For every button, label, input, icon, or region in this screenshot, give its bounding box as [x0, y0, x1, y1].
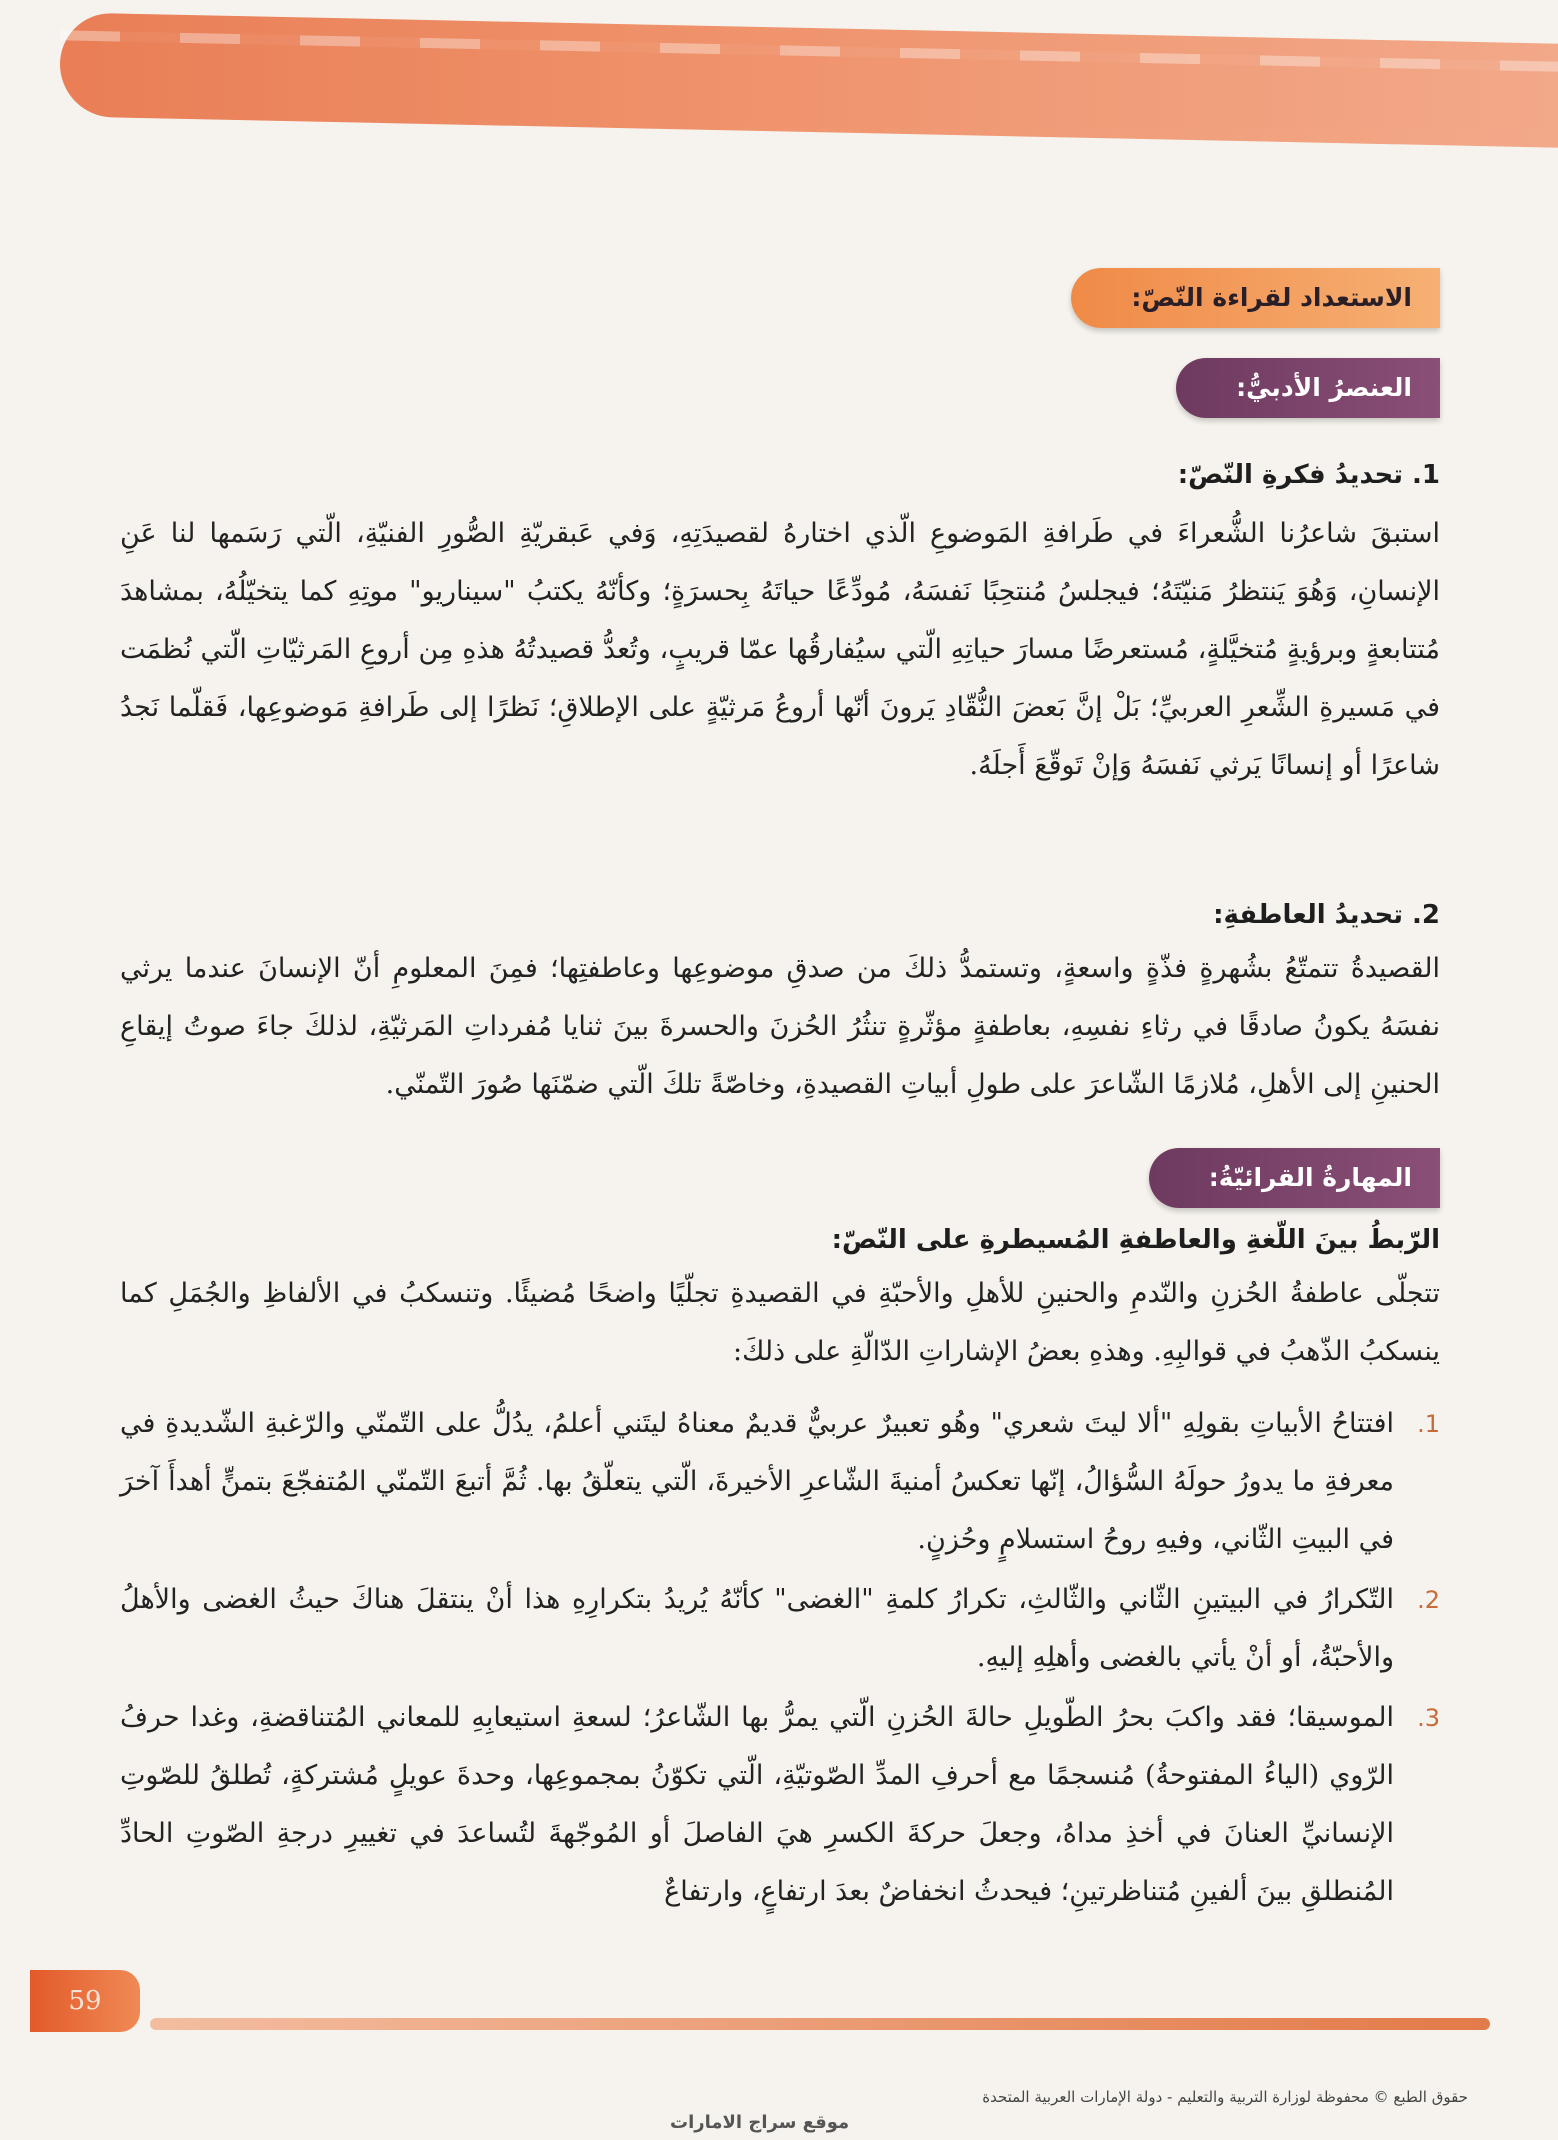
link-intro: تتجلّى عاطفةُ الحُزنِ والنّدمِ والحنينِ للأهلِ والأحبّةِ في القصيدةِ تجلّيًا واضحًا مُضيئًا. وتنسكبُ في الألفاظِ والجُمَلِ كما ينسكبُ الذّهبُ في قوالبِهِ. وهذهِ بعضُ الإشاراتِ الدّالّةِ على ذلكَ:: [120, 1278, 1440, 1367]
list-item: [120, 1395, 1440, 1569]
emotion-heading: 2. تحديدُ العاطفةِ:: [1213, 900, 1440, 930]
link-heading: الرّبطُ بينَ اللّغةِ والعاطفةِ المُسيطرةِ على النّصّ:: [831, 1225, 1440, 1255]
reading-skill-heading: المهارةُ القرائيّةُ:: [1149, 1148, 1440, 1208]
footer-divider: [150, 2018, 1490, 2030]
indicators-list: [120, 1395, 1440, 1923]
idea-paragraph: استبقَ شاعرُنا الشُّعراءَ في طَرافةِ المَوضوعِ الّذي اختارهُ لقصيدَتِهِ، وَفي عَبقريّةِ الصُّورِ الفنيّةِ، الّتي رَسَمها لنا عَنِ الإنسانِ، وَهُوَ يَنتظرُ مَنيّتَهُ؛ فيجلسُ مُنتحِبًا نَفسَهُ، مُودِّعًا حياتَهُ بِحسرَةٍ؛ وكأنّهُ يكتبُ "سيناريو" موتِهِ كما يتخيّلُهُ، بمشاهدَ مُتتابعةٍ وبرؤيةٍ مُتخيَّلةٍ، مُستعرضًا مسارَ حياتِهِ الّتي سيُفارقُها عمّا قريبٍ، وتُعدُّ قصيدتُهُ هذهِ مِن أروعِ المَرثيّاتِ الّتي نُظمَت في مَسيرةِ الشِّعرِ العربيِّ؛ بَلْ إنَّ بَعضَ النُّقّادِ يَرونَ أنّها أروعُ مَرثيّةٍ على الإطلاقِ؛ نَظرًا إلى طَرافةِ مَوضوعِها، فَقلّما نَجدُ شاعرًا أو إنسانًا يَرثي نَفسَهُ وَإنْ تَوقّعَ أَجلَهُ.: [120, 518, 1440, 781]
page-number: 59: [30, 1970, 140, 2032]
list-item: [120, 1689, 1440, 1921]
list-item-number: 1.: [1417, 1410, 1440, 1438]
section-title: الاستعداد لقراءة النّصّ:: [1071, 268, 1440, 328]
list-item-text: افتتاحُ الأبياتِ بقولِهِ "ألا ليتَ شعري" وهُو تعبيرٌ عربيٌّ قديمٌ معناهُ ليتَني أعلمُ، يدُلُّ على التّمنّي والرّغبةِ الشّديدةِ في معرفةِ ما يدورُ حولَهُ السُّؤالُ، إنّها تعكسُ أمنيةَ الشّاعرِ الأخيرةَ، الّتي يتعلّقُ بها. ثُمَّ أتبعَ التّمنّي المُتفجّعَ بتمنٍّ أهدأَ آخرَ في البيتِ الثّاني، وفيهِ روحُ استسلامٍ وحُزنٍ.: [120, 1408, 1394, 1555]
list-item-number: 3.: [1417, 1704, 1440, 1732]
emotion-paragraph: القصيدةُ تتمتّعُ بشُهرةٍ فذّةٍ واسعةٍ، وتستمدُّ ذلكَ من صدقِ موضوعِها وعاطفتِها؛ فمِنَ المعلومِ أنّ الإنسانَ عندما يرثي نفسَهُ يكونُ صادقًا في رثاءِ نفسِهِ، بعاطفةٍ مؤثّرةٍ تنثُرُ الحُزنَ والحسرةَ بينَ ثنايا مُفرداتِ المَرثيّةِ، لذلكَ جاءَ صوتُ إيقاعِ الحنينِ إلى الأهلِ، مُلازمًا الشّاعرَ على طولِ أبياتِ القصيدةِ، وخاصّةً تلكَ الّتي ضمّنَها صُورَ التّمنّي.: [120, 953, 1440, 1100]
list-item-text: الموسيقا؛ فقد واكبَ بحرُ الطّويلِ حالةَ الحُزنِ الّتي يمرُّ بها الشّاعرُ؛ لسعةِ استيعابِهِ للمعاني المُتناقضةِ، وغدا حرفُ الرّوي (الياءُ المفتوحةُ) مُنسجمًا مع أحرفِ المدِّ الصّوتيّةِ، الّتي تكوّنُ بمجموعِها، وحدةَ عويلٍ مُشتركةٍ، تُطلقُ للصّوتِ الإنسانيِّ العنانَ في أخذِ مداهُ، وجعلَ حركةَ الكسرِ هيَ الفاصلَ أو المُوجّهةَ لتُساعدَ في تغييرِ درجةِ الصّوتِ الحادِّ المُنطلقِ بينَ ألفينِ مُتناظرتينِ؛ فيحدثُ انخفاضٌ بعدَ ارتفاعٍ، وارتفاعٌ: [120, 1702, 1394, 1907]
decorative-top-band: [60, 12, 1558, 147]
site-name: موقع سراج الامارات: [670, 2112, 850, 2133]
list-item: [120, 1571, 1440, 1687]
list-item-number: 2.: [1417, 1586, 1440, 1614]
literary-element-heading: العنصرُ الأدبيُّ:: [1176, 358, 1440, 418]
copyright-text: حقوق الطبع © محفوظة لوزارة التربية والتعليم - دولة الإمارات العربية المتحدة: [982, 2088, 1468, 2106]
list-item-text: التّكرارُ في البيتينِ الثّاني والثّالثِ، تكرارُ كلمةِ "الغضى" كأنّهُ يُريدُ بتكرارِهِ هذا أنْ ينتقلَ هناكَ حيثُ الغضى والأهلُ والأحبّةُ، أو أنْ يأتي بالغضى وأهلِهِ إليهِ.: [120, 1584, 1394, 1673]
idea-heading: 1. تحديدُ فكرةِ النّصّ:: [1177, 460, 1440, 490]
